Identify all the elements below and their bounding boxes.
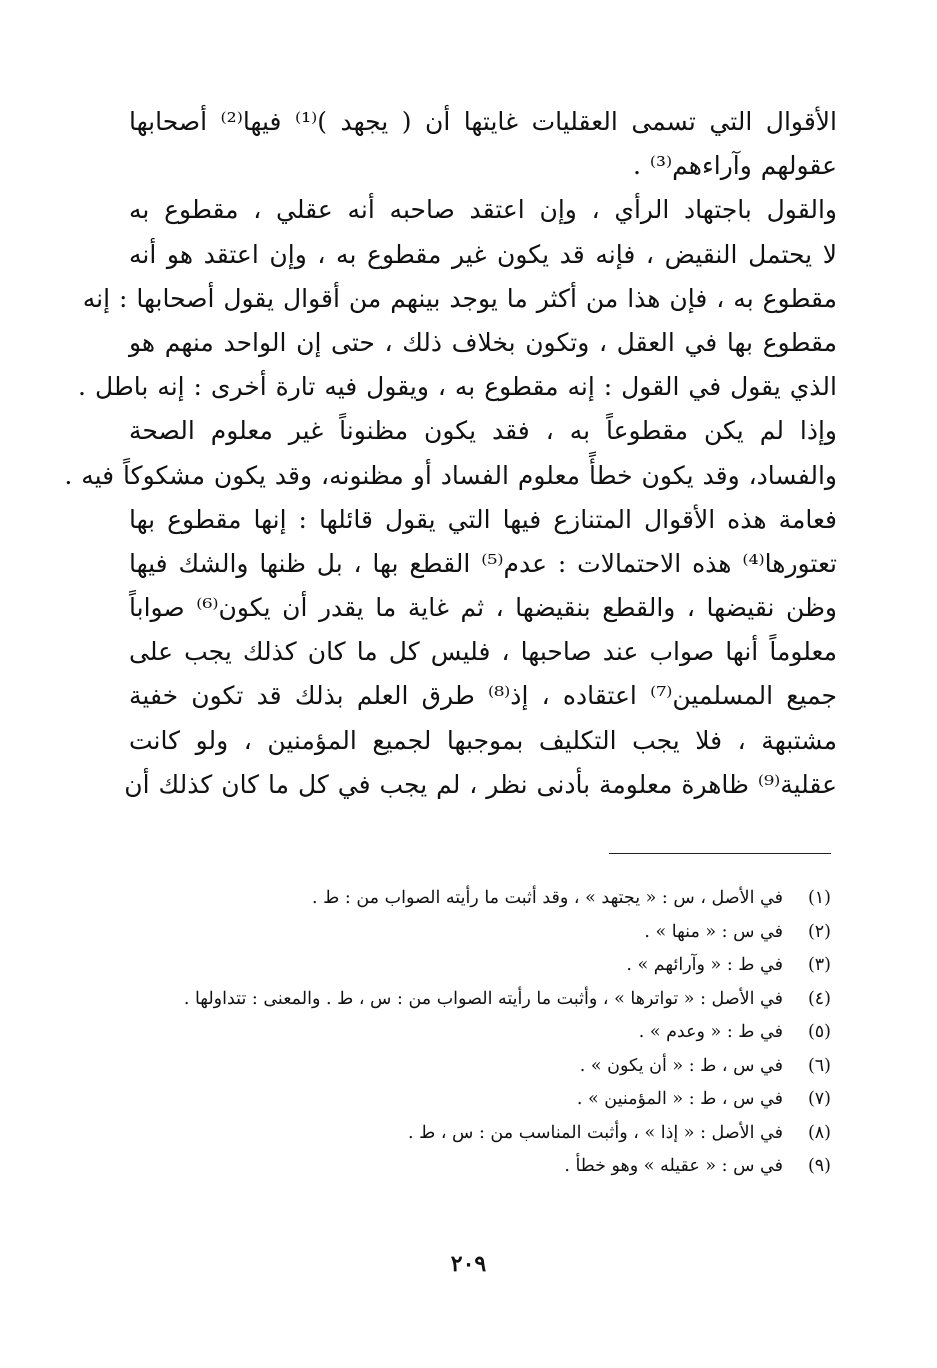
- footnote-text: في ط : « وعدم » .: [638, 1022, 783, 1042]
- text-line: تعتورها⁽⁴⁾ هذه الاحتمالات : عدم⁽⁵⁾ القطع بها ، بل ظنها والشك فيها: [129, 548, 837, 578]
- text-line: الذي يقول في القول : إنه مقطوع به ، ويقول فيه تارة أخرى : إنه باطل .: [78, 372, 837, 402]
- text-line: وإذا لم يكن مقطوعاً به ، فقد يكون مظنوناً غير معلوم الصحة: [129, 416, 837, 446]
- footnote-separator: [609, 853, 831, 854]
- text-line: جميع المسلمين⁽⁷⁾ اعتقاده ، إذ⁽⁸⁾ طرق العلم بذلك قد تكون خفية: [129, 681, 838, 711]
- text-line: عقولهم وآراءهم⁽³⁾ .: [632, 151, 837, 181]
- footnote-number: (٢): [807, 921, 831, 942]
- footnote-item: [131, 1150, 831, 1184]
- text-line: لا يحتمل النقيض ، فإنه قد يكون غير مقطوع به ، وإن اعتقد هو أنه: [129, 239, 837, 269]
- footnote-text: في الأصل ، س : « يجتهد » ، وقد أثبت ما رأيته الصواب من : ط .: [312, 888, 783, 908]
- footnote-item: [131, 882, 831, 916]
- text-line: فعامة هذه الأقوال المتنازع فيها التي يقول قائلها : إنها مقطوع بها: [129, 504, 837, 534]
- footnote-number: (٣): [807, 955, 831, 975]
- footnote-text: في الأصل : « إذا » ، وأثبت المناسب من : س ، ط .: [407, 1122, 783, 1143]
- footnote-number: (١): [807, 888, 831, 908]
- footnote-text: في الأصل : « تواترها » ، وأثبت ما رأيته الصواب من : س ، ط . والمعنى : تتداولها .: [183, 988, 783, 1009]
- footnote-number: (٧): [807, 1089, 831, 1109]
- text-line: مقطوع به ، فإن هذا من أكثر ما يوجد بينهم من أقوال يقول أصحابها : إنه: [82, 283, 837, 313]
- text-line: الأقوال التي تسمى العقليات غايتها أن ( يجهد )⁽¹⁾ فيها⁽²⁾ أصحابها: [129, 107, 837, 136]
- footnotes-block: [131, 882, 831, 1184]
- footnote-text: في س ، ط : « أن يكون » .: [579, 1055, 783, 1076]
- footnote-item: [131, 1050, 831, 1084]
- text-line: والقول باجتهاد الرأي ، وإن اعتقد صاحبه أنه عقلي ، مقطوع به: [129, 195, 837, 225]
- footnote-item: [131, 983, 831, 1017]
- text-line: معلوماً أنها صواب عند صاحبها ، فليس كل ما كان كذلك يجب على: [129, 637, 837, 667]
- text-line: والفساد، وقد يكون خطأً معلوم الفساد أو مظنونه، وقد يكون مشكوكاً فيه .: [64, 460, 837, 490]
- footnote-text: في س : « عقيله » وهو خطأ .: [564, 1156, 783, 1176]
- main-text-block: [64, 100, 838, 807]
- footnote-text: في س ، ط : « المؤمنين » .: [576, 1089, 783, 1109]
- text-line: عقلية⁽⁹⁾ ظاهرة معلومة بأدنى نظر ، لم يجب في كل ما كان كذلك أن: [124, 769, 837, 799]
- text-line: مشتبهة ، فلا يجب التكليف بموجبها لجميع المؤمنين ، ولو كانت: [129, 725, 837, 755]
- footnote-item: [131, 1016, 831, 1050]
- footnote-text: في ط : « وآرائهم » .: [626, 955, 783, 975]
- footnote-item: [131, 1117, 831, 1151]
- footnote-number: (٥): [807, 1022, 831, 1042]
- text-line: وظن نقيضها ، والقطع بنقيضها ، ثم غاية ما يقدر أن يكون⁽⁶⁾ صواباً: [129, 593, 837, 623]
- footnote-item: [131, 1083, 831, 1117]
- footnote-text: في س : « منها » .: [644, 921, 783, 942]
- footnote-number: (٦): [807, 1055, 831, 1076]
- footnote-item: [131, 949, 831, 983]
- footnote-number: (٤): [807, 988, 831, 1009]
- footnote-number: (٩): [807, 1156, 831, 1176]
- footnote-number: (٨): [807, 1122, 831, 1143]
- footnote-item: [131, 916, 831, 950]
- text-line: مقطوع بها في العقل ، وتكون بخلاف ذلك ، حتى إن الواحد منهم هو: [129, 327, 837, 357]
- page-number: ٢٠٩: [450, 1251, 487, 1277]
